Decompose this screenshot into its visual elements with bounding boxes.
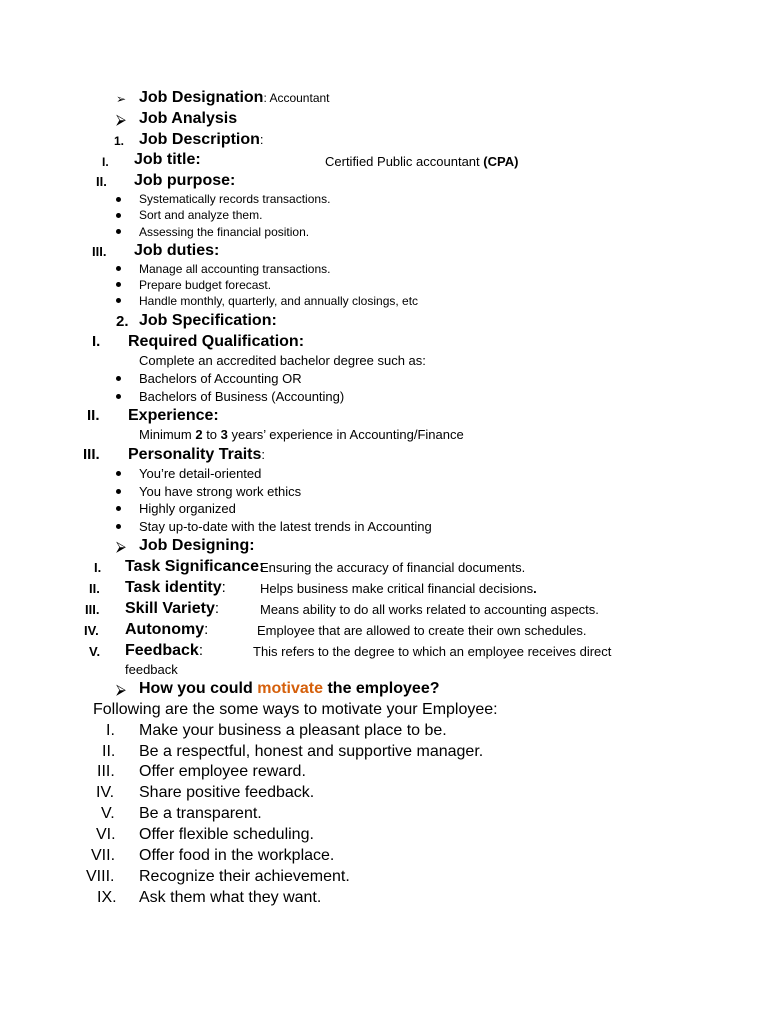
job-title-value: Certified Public accountant [325,154,480,169]
bullet-icon [116,506,121,511]
job-designing-label-line: Feedback: [125,642,203,659]
job-designation-line [139,90,330,106]
job-designing-label: Task Significance: [125,558,265,575]
job-designing-number: I. [94,560,102,575]
motivation-heading: How you could motivate the employee? [139,680,440,697]
job-designing-desc: This refers to the degree to which an employee receives direct [253,644,612,659]
motivation-item: Offer food in the workplace. [139,847,335,864]
required-qualification-intro: Complete an accredited bachelor degree such as: [139,353,426,368]
list-item: Assessing the financial position. [139,225,310,239]
list-item: Manage all accounting transactions. [139,262,331,276]
motivation-number: I. [106,722,115,739]
job-designing-number: V. [89,644,101,659]
motivation-number: III. [97,763,115,780]
job-title-label: Job title: [134,151,201,168]
list-item: Bachelors of Accounting OR [139,371,302,386]
motivation-item: Be a respectful, honest and supportive manager. [139,743,484,760]
job-designing-label-line: Skill Variety: [125,600,220,617]
motivation-item: Share positive feedback. [139,784,315,801]
job-designing-label-line: Autonomy: [125,621,209,638]
bullet-icon [116,229,121,234]
motivation-item: Ask them what they want. [139,889,322,906]
list-item: Systematically records transactions. [139,192,331,206]
arrowhead-bullet-icon: ⮚ [116,681,126,697]
list-item: Handle monthly, quarterly, and annually closings, etc [139,294,419,308]
experience-heading: Experience: [128,407,219,424]
job-designing-label: Autonomy [125,621,205,638]
job-specification-number: 2. [116,313,129,330]
personality-traits-number: III. [83,446,100,463]
job-designing-desc-line: Helps business make critical financial decisions. [260,581,537,596]
experience-min: 2 [195,427,203,442]
personality-traits-heading: Personality Traits [128,446,262,463]
motivation-number: VII. [91,847,116,864]
motivation-number: IV. [96,784,115,801]
job-analysis-heading: Job Analysis [139,110,238,127]
list-item: Prepare budget forecast. [139,278,272,292]
motivation-number: VIII. [86,868,115,885]
list-item: Stay up-to-date with the latest trends in Accounting [139,519,432,534]
required-qualification-number: I. [92,333,101,350]
job-designing-label: Skill Variety [125,600,215,617]
bullet-icon [116,266,121,271]
motivation-item: Offer employee reward. [139,763,306,780]
list-item: You have strong work ethics [139,484,302,499]
list-item: Highly organized [139,501,236,516]
job-designing-desc: Helps business make critical financial decisions [260,581,534,596]
arrowhead-bullet-icon: ⮚ [116,111,126,127]
bullet-icon [116,298,121,303]
job-designing-number: II. [89,581,100,596]
bullet-icon [116,197,121,202]
bullet-icon [116,282,121,287]
job-designing-label: Feedback [125,642,199,659]
bullet-icon [116,524,121,529]
list-item: Bachelors of Business (Accounting) [139,389,345,404]
experience-number: II. [87,407,100,424]
job-purpose-heading: Job purpose: [134,172,236,189]
personality-traits-line: Personality Traits: [128,446,266,463]
bullet-icon [116,376,121,381]
motivation-item: Be a transparent. [139,805,262,822]
motivation-number: V. [101,805,115,822]
list-item: You’re detail-oriented [139,466,262,481]
job-designing-label-line: Task identity: [125,579,226,596]
job-title-abbr: (CPA) [483,154,519,169]
bullet-icon [116,489,121,494]
motivation-number: II. [102,743,116,760]
job-specification-heading: Job Specification: [139,312,277,329]
job-designing-label: Task identity [125,579,222,596]
job-duties-heading: Job duties: [134,242,220,259]
job-designing-number: III. [85,602,100,617]
motivation-item: Recognize their achievement. [139,868,350,885]
job-purpose-number: II. [96,174,107,189]
job-title-value-line [325,155,518,168]
bullet-icon [116,394,121,399]
bullet-icon [116,213,121,218]
job-description-heading: Job Description [139,131,260,148]
job-designation-label: Job Designation [139,89,264,106]
arrowhead-bullet-icon: ⮚ [116,538,126,554]
job-designing-number: IV. [84,623,99,638]
job-designation-value: : Accountant [263,91,330,105]
required-qualification-heading: Required Qualification: [128,333,305,350]
motivation-intro: Following are the some ways to motivate your Employee: [93,701,498,718]
job-designing-desc: Employee that are allowed to create their own schedules. [257,623,587,638]
job-designing-heading: Job Designing: [139,537,255,554]
job-designing-desc-cont: feedback [125,662,178,677]
motivation-item: Make your business a pleasant place to be. [139,722,447,739]
job-description-number: 1. [114,134,125,148]
motivation-number: IX. [97,889,117,906]
experience-text: Minimum 2 to 3 years’ experience in Accounting/Finance [139,427,464,442]
bullet-icon [116,471,121,476]
list-item: Sort and analyze them. [139,208,263,222]
motivation-item: Offer flexible scheduling. [139,826,314,843]
job-title-number: I. [102,155,109,169]
experience-max: 3 [220,427,228,442]
job-duties-number: III. [92,244,107,259]
job-designing-desc: Ensuring the accuracy of financial documents. [260,560,526,575]
arrowhead-bullet-icon: ➢ [116,92,127,106]
job-designing-desc: Means ability to do all works related to accounting aspects. [260,602,599,617]
motivation-highlight: motivate [257,680,324,697]
motivation-number: VI. [96,826,116,843]
job-description-line: Job Description: [139,131,264,148]
